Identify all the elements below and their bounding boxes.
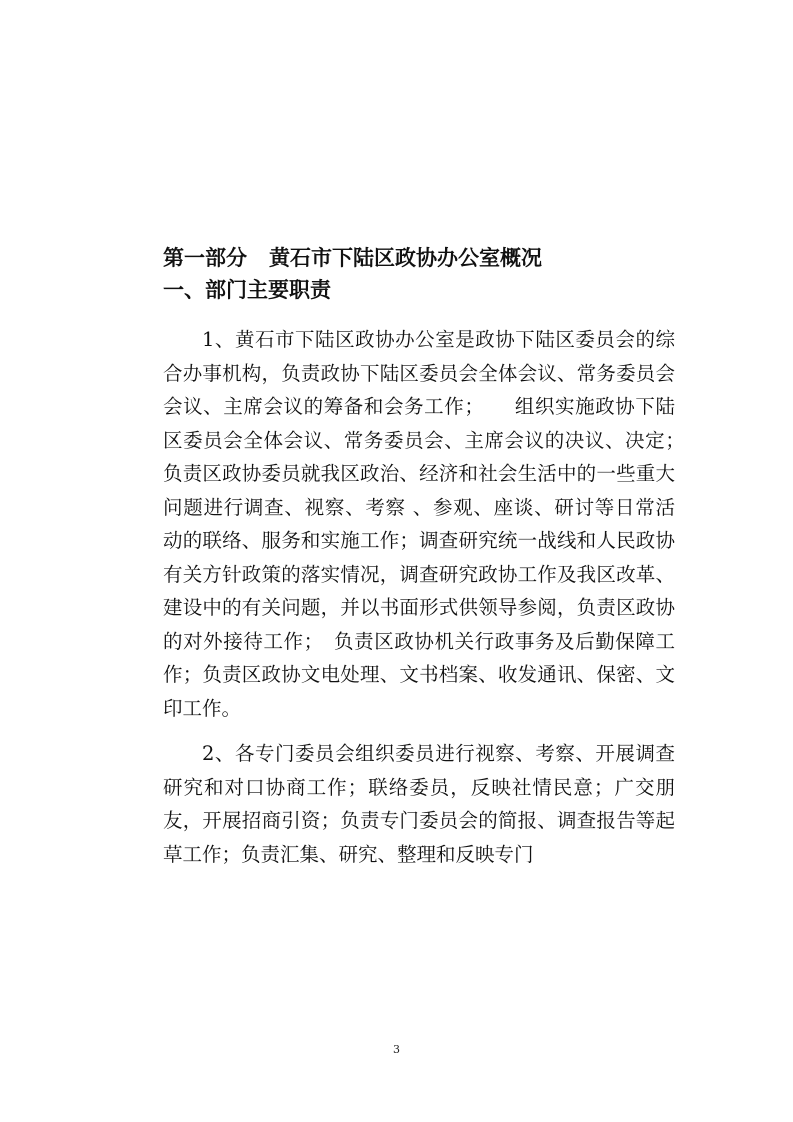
part-title bbox=[163, 243, 675, 273]
paragraph-duties-1: 1、黄石市下陆区政协办公室是政协下陆区委员会的综合办事机构，负责政协下陆区委员会全体会议、常务委员会会议、主席会议的筹备和会务工作； 组织实施政协下陆区委员会全体会议、常务委员会、主席会议的决议、决定； 负责区政协委员就我区政治、经济和社会生活中的一些重大问题进行调查、视察、考察 、参观、座谈、研讨等日常活动的联络、服务和实施工作；调查研究统一战线和人民政协有关方针政策的落实情况，调查研究政协工作及我区改革、建设中的有关问题，并以书面形式供领导参阅，负责区政协的对外接待工作； 负责区政协机关行政事务及后勤保障工作；负责区政协文电处理、文书档案、收发通讯、保密、文印工作。 bbox=[163, 328, 695, 720]
page-number: 3 bbox=[393, 1043, 400, 1056]
page-body bbox=[163, 243, 695, 871]
section-title: 一、部门主要职责 bbox=[163, 278, 331, 302]
paragraph-duties-2: 2、各专门委员会组织委员进行视察、考察、开展调查研究和对口协商工作；联络委员，反映社情民意；广交朋友，开展招商引资；负责专门委员会的简报、调查报告等起草工作；负责汇集、研究、整理和反映专门 bbox=[163, 742, 675, 866]
part-title-name: 黄石市下陆区政协办公室概况 bbox=[269, 246, 542, 270]
part-title-label: 第一部分 bbox=[163, 246, 247, 270]
